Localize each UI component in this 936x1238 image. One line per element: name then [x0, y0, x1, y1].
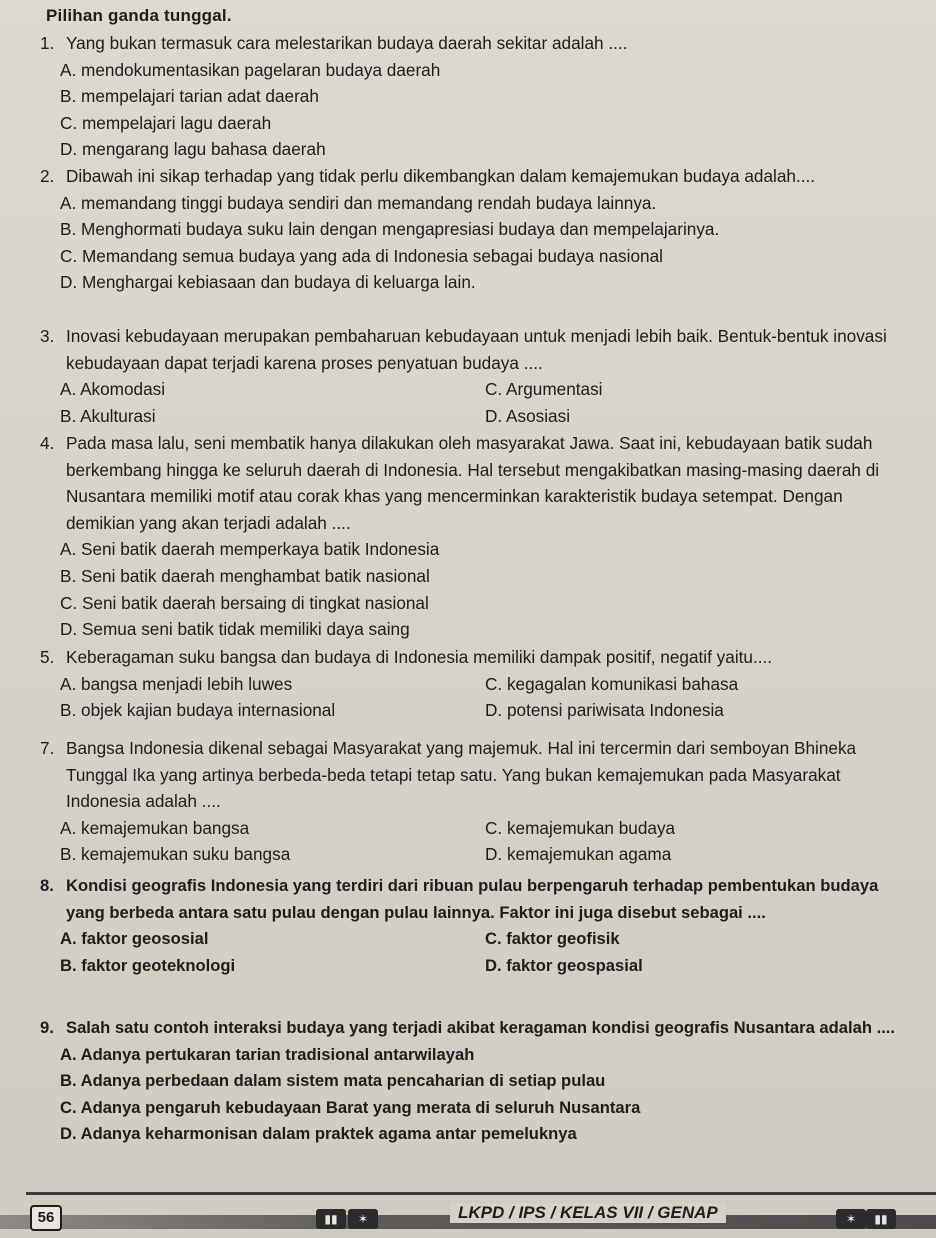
question-2	[40, 163, 910, 296]
option-d: D. Menghargai kebiasaan dan budaya di keluarga lain.	[60, 272, 476, 293]
question-stem: Kondisi geografis Indonesia yang terdiri dari ribuan pulau berpengaruh terhadap pembentukan budaya yang berbeda antara satu pulau dengan pulau lainnya. Faktor ini juga disebut sebagai ....	[66, 876, 879, 922]
option-c: C. kegagalan komunikasi bahasa	[485, 673, 739, 694]
option-a: A. bangsa menjadi lebih luwes	[60, 673, 293, 694]
option-d: D. potensi pariwisata Indonesia	[485, 700, 724, 721]
option-row	[40, 376, 910, 403]
option-c: C. faktor geofisik	[485, 929, 620, 949]
option-c: C. Argumentasi	[485, 379, 603, 400]
option-c: C. Seni batik daerah bersaing di tingkat nasional	[60, 592, 429, 613]
option-b: B. objek kajian budaya internasional	[60, 700, 336, 721]
question-number: 9.	[40, 1018, 54, 1037]
question-stem: Inovasi kebudayaan merupakan pembaharuan kebudayaan untuk menjadi lebih baik. Bentuk-bentuk inovasi kebudayaan dapat terjadi karena proses penyatuan budaya ....	[66, 326, 887, 373]
option-b: B. kemajemukan suku bangsa	[60, 844, 291, 865]
option-b: B. faktor geoteknologi	[60, 955, 236, 975]
option-row	[40, 403, 910, 430]
footer-label: LKPD / IPS / KELAS VII / GENAP	[450, 1203, 726, 1223]
star-icon: ✶	[836, 1209, 866, 1229]
option-a: A. Seni batik daerah memperkaya batik Indonesia	[60, 539, 440, 560]
option-d: D. faktor geospasial	[485, 955, 643, 975]
page-number: 56	[30, 1205, 62, 1231]
question-8	[40, 873, 910, 979]
option-b: B. mempelajari tarian adat daerah	[60, 86, 319, 107]
option-d: D. kemajemukan agama	[485, 844, 672, 865]
footer	[0, 1203, 936, 1238]
star-icon: ✶	[348, 1209, 378, 1229]
option-row	[40, 671, 910, 698]
question-number: 4.	[40, 433, 55, 453]
option-a: A. memandang tinggi budaya sendiri dan memandang rendah budaya lainnya.	[60, 192, 657, 213]
section-heading: Pilihan ganda tunggal.	[46, 6, 232, 25]
question-number: 5.	[40, 647, 55, 667]
question-number: 1.	[40, 33, 55, 53]
option-row	[40, 697, 910, 724]
option-b: B. Akulturasi	[60, 405, 156, 426]
option-a: A. mendokumentasikan pagelaran budaya daerah	[60, 59, 441, 80]
option-a: A. Adanya pertukaran tarian tradisional antarwilayah	[60, 1044, 475, 1064]
book-icon: ▮▮	[866, 1209, 896, 1229]
option-b: B. Seni batik daerah menghambat batik nasional	[60, 565, 430, 586]
option-row	[40, 926, 910, 953]
option-d: D. Semua seni batik tidak memiliki daya saing	[60, 619, 410, 640]
question-number: 2.	[40, 166, 55, 186]
book-icon: ▮▮	[316, 1209, 346, 1229]
question-stem: Salah satu contoh interaksi budaya yang terjadi akibat keragaman kondisi geografis Nusantara adalah ....	[66, 1018, 896, 1037]
question-stem: Yang bukan termasuk cara melestarikan budaya daerah sekitar adalah ....	[66, 33, 628, 53]
option-c: C. kemajemukan budaya	[485, 817, 676, 838]
question-number: 8.	[40, 876, 54, 895]
question-number: 3.	[40, 326, 55, 346]
question-9	[40, 1015, 910, 1148]
option-b: B. Adanya perbedaan dalam sistem mata pencaharian di setiap pulau	[60, 1071, 606, 1091]
option-row	[40, 953, 910, 980]
question-1	[40, 30, 910, 163]
question-stem: Dibawah ini sikap terhadap yang tidak perlu dikembangkan dalam kemajemukan budaya adalah....	[66, 166, 816, 186]
option-a: A. Akomodasi	[60, 379, 166, 400]
footer-divider	[26, 1192, 936, 1195]
question-3	[40, 323, 910, 429]
option-b: B. Menghormati budaya suku lain dengan mengapresiasi budaya dan mempelajarinya.	[60, 219, 720, 240]
option-d: D. Adanya keharmonisan dalam praktek agama antar pemeluknya	[60, 1124, 577, 1144]
question-stem: Pada masa lalu, seni membatik hanya dilakukan oleh masyarakat Jawa. Saat ini, kebudayaan batik sudah berkembang hingga ke seluruh daerah di Indonesia. Hal tersebut mengakibatkan masing-masing daerah di Nusantara memiliki motif atau corak khas yang mencerminkan karakteristik budaya setempat. Dengan demikian yang akan terjadi adalah ....	[66, 433, 880, 533]
question-5	[40, 644, 910, 724]
option-c: C. Adanya pengaruh kebudayaan Barat yang merata di seluruh Nusantara	[60, 1097, 641, 1117]
option-c: C. mempelajari lagu daerah	[60, 112, 272, 133]
option-a: A. faktor geososial	[60, 929, 209, 949]
option-d: D. mengarang lagu bahasa daerah	[60, 139, 326, 160]
option-a: A. kemajemukan bangsa	[60, 817, 250, 838]
question-stem: Keberagaman suku bangsa dan budaya di Indonesia memiliki dampak positif, negatif yaitu....	[66, 647, 773, 667]
question-4	[40, 430, 910, 643]
option-c: C. Memandang semua budaya yang ada di Indonesia sebagai budaya nasional	[60, 245, 663, 266]
option-row	[40, 841, 910, 868]
question-stem: Bangsa Indonesia dikenal sebagai Masyarakat yang majemuk. Hal ini tercermin dari semboyan Bhineka Tunggal Ika yang artinya berbeda-beda tetapi tetap satu. Yang bukan kemajemukan pada Masyarakat Indonesia adalah ....	[66, 738, 857, 812]
option-d: D. Asosiasi	[485, 405, 571, 426]
question-number: 7.	[40, 738, 55, 758]
option-row	[40, 815, 910, 842]
question-7	[40, 735, 910, 868]
